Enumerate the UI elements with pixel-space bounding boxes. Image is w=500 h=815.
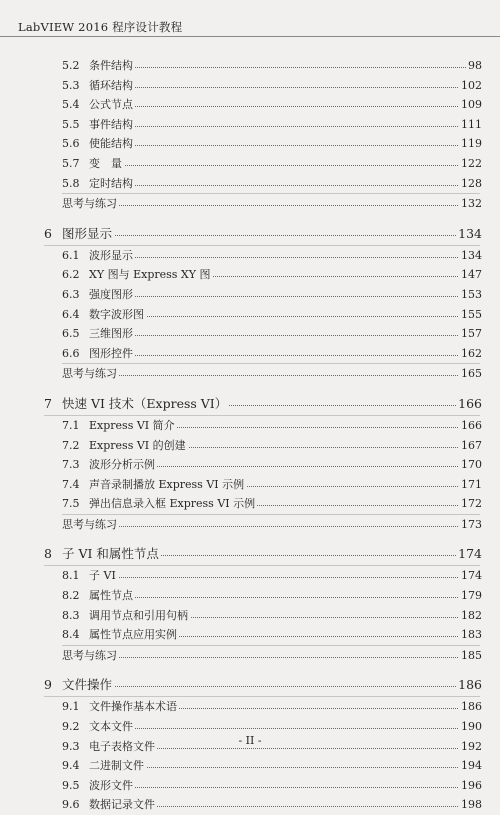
toc-page-number: 186	[456, 674, 482, 696]
toc-page-number: 198	[459, 795, 482, 815]
toc-chapter-row	[0, 674, 500, 696]
toc-page-number: 196	[459, 776, 482, 796]
toc-page-number: 157	[459, 324, 482, 344]
toc-section-row	[0, 305, 500, 325]
toc-number: 5.3	[62, 78, 80, 92]
toc-title: 调用节点和引用句柄	[89, 606, 190, 626]
leader-dots	[62, 375, 466, 376]
toc-title: XY 图与 Express XY 图	[89, 265, 213, 285]
toc-section-row	[0, 436, 500, 456]
toc-page-number: 109	[459, 95, 482, 115]
leader-dots	[62, 526, 466, 527]
toc-section-row	[0, 265, 500, 285]
toc-page-number: 185	[459, 646, 482, 666]
toc-section-row	[0, 134, 500, 154]
toc-page-number: 166	[456, 393, 482, 415]
toc-title: 定时结构	[89, 174, 135, 194]
toc-number: 7.1	[62, 418, 80, 432]
toc-title: 条件结构	[89, 56, 135, 76]
toc-page-number: 153	[459, 285, 482, 305]
toc-number: 9	[44, 677, 52, 693]
toc-chapter-row	[0, 223, 500, 245]
leader-dots	[89, 67, 466, 68]
toc-chapter-row	[0, 543, 500, 565]
toc-page-number: 134	[456, 223, 482, 245]
toc-section-row	[0, 285, 500, 305]
toc-exercise-row	[0, 515, 500, 535]
toc-section-row	[0, 566, 500, 586]
leader-dots	[89, 597, 466, 598]
toc-page-number: 174	[459, 566, 482, 586]
leader-dots	[89, 106, 466, 107]
leader-dots	[89, 577, 466, 578]
toc-page-number: 183	[459, 625, 482, 645]
toc-page-number: 162	[459, 344, 482, 364]
toc-title: 思考与练习	[62, 515, 119, 535]
toc-title: 弹出信息录入框 Express VI 示例	[89, 494, 257, 514]
toc-page-number: 98	[466, 56, 482, 76]
toc-title: Express VI 的创建	[89, 436, 188, 456]
leader-dots	[89, 185, 466, 186]
toc-section-row	[0, 246, 500, 266]
toc-page-number: 192	[459, 737, 482, 757]
toc-title: 图形显示	[62, 223, 114, 245]
leader-dots	[89, 335, 466, 336]
toc-title: 子 VI 和属性节点	[62, 543, 161, 565]
toc-title: 思考与练习	[62, 646, 119, 666]
leader-dots	[89, 165, 466, 166]
toc-page-number: 102	[459, 76, 482, 96]
toc-number: 8	[44, 546, 52, 562]
toc-number: 9.3	[62, 739, 80, 753]
toc-exercise-row	[0, 646, 500, 666]
toc-number: 6.5	[62, 327, 80, 341]
toc-page-number: 194	[459, 756, 482, 776]
toc-section-row	[0, 115, 500, 135]
toc-title: 使能结构	[89, 134, 135, 154]
toc-title: 文件操作基本术语	[89, 697, 179, 717]
toc-title: 文件操作	[62, 674, 114, 696]
toc-number: 6.2	[62, 268, 80, 282]
toc-page-number: 170	[459, 455, 482, 475]
toc-section-row	[0, 76, 500, 96]
toc-page-number: 182	[459, 606, 482, 626]
toc-page-number: 174	[456, 543, 482, 565]
toc-page-number: 179	[459, 586, 482, 606]
toc-number: 7.4	[62, 477, 80, 491]
toc-page-number: 155	[459, 305, 482, 325]
toc-number: 8.2	[62, 589, 80, 603]
toc-section-row	[0, 795, 500, 815]
toc-number: 9.6	[62, 798, 80, 812]
toc-page-number: 128	[459, 174, 482, 194]
toc-title: 声音录制播放 Express VI 示例	[89, 475, 246, 495]
toc-title: 图形控件	[89, 344, 135, 364]
toc-section-row	[0, 344, 500, 364]
toc-section-row	[0, 475, 500, 495]
toc-title: 波形分析示例	[89, 455, 157, 475]
toc-page-number: 111	[459, 115, 482, 135]
running-header: LabVIEW 2016 程序设计教程	[18, 20, 183, 34]
toc-page-number: 186	[459, 697, 482, 717]
toc-section-row	[0, 95, 500, 115]
toc-number: 6.6	[62, 346, 80, 360]
toc-exercise-row	[0, 364, 500, 384]
toc-number: 8.3	[62, 608, 80, 622]
leader-dots	[89, 296, 466, 297]
toc-number: 9.1	[62, 700, 80, 714]
toc-title: 思考与练习	[62, 364, 119, 384]
toc-number: 7.5	[62, 497, 80, 511]
toc-title: 波形文件	[89, 776, 135, 796]
toc-number: 5.6	[62, 137, 80, 151]
toc-title: 循环结构	[89, 76, 135, 96]
header-rule	[0, 36, 500, 37]
toc-number: 8.4	[62, 628, 80, 642]
toc-number: 5.4	[62, 98, 80, 112]
toc-page-number: 119	[459, 134, 482, 154]
toc-number: 7.3	[62, 458, 80, 472]
toc-section-row	[0, 756, 500, 776]
toc-page-number: 171	[459, 475, 482, 495]
toc-number: 6.4	[62, 307, 80, 321]
toc-number: 6.1	[62, 248, 80, 262]
toc-title: 属性节点	[89, 586, 135, 606]
toc-title: 数据记录文件	[89, 795, 157, 815]
toc-title: 波形显示	[89, 246, 135, 266]
toc-page-number: 147	[459, 265, 482, 285]
toc-section-row	[0, 697, 500, 717]
toc-section-row	[0, 455, 500, 475]
toc-title: 文本文件	[89, 717, 135, 737]
toc-page-number: 134	[459, 246, 482, 266]
toc-section-row	[0, 625, 500, 645]
leader-dots	[89, 787, 466, 788]
toc-title: 数字波形图	[89, 305, 146, 325]
toc-page-number: 122	[459, 154, 482, 174]
toc-title: 公式节点	[89, 95, 135, 115]
toc-section-row	[0, 494, 500, 514]
leader-dots	[62, 686, 466, 687]
toc-number: 7.2	[62, 438, 80, 452]
leader-dots	[62, 235, 466, 236]
toc-section-row	[0, 606, 500, 626]
toc-section-row	[0, 56, 500, 76]
leader-dots	[62, 205, 466, 206]
toc-title: 强度图形	[89, 285, 135, 305]
toc-page-number: 172	[459, 494, 482, 514]
toc-section-row	[0, 174, 500, 194]
toc-title: 电子表格文件	[89, 737, 157, 757]
toc-section-row	[0, 154, 500, 174]
toc-chapter-row	[0, 393, 500, 415]
leader-dots	[89, 126, 466, 127]
toc-number: 7	[44, 395, 52, 411]
toc-title: 二进制文件	[89, 756, 146, 776]
toc-title: 变 量	[89, 154, 124, 174]
toc-number: 6	[44, 225, 52, 241]
page-number: - II -	[238, 734, 262, 747]
toc-page-number: 165	[459, 364, 482, 384]
toc-number: 5.8	[62, 176, 80, 190]
leader-dots	[89, 145, 466, 146]
table-of-contents	[0, 56, 500, 815]
toc-number: 9.5	[62, 778, 80, 792]
toc-title: 思考与练习	[62, 194, 119, 214]
toc-title: 三维图形	[89, 324, 135, 344]
toc-page-number: 166	[459, 416, 482, 436]
leader-dots	[89, 87, 466, 88]
toc-number: 5.2	[62, 59, 80, 72]
toc-number: 9.4	[62, 759, 80, 773]
toc-number: 5.7	[62, 156, 80, 170]
toc-title: 属性节点应用实例	[89, 625, 179, 645]
toc-page-number: 190	[459, 717, 482, 737]
leader-dots	[62, 657, 466, 658]
toc-page-number: 167	[459, 436, 482, 456]
toc-number: 8.1	[62, 569, 80, 583]
leader-dots	[89, 257, 466, 258]
toc-section-row	[0, 586, 500, 606]
toc-title: 事件结构	[89, 115, 135, 135]
toc-number: 5.5	[62, 117, 80, 131]
toc-section-row	[0, 324, 500, 344]
leader-dots	[89, 728, 466, 729]
toc-title: 子 VI	[89, 566, 118, 586]
toc-section-row	[0, 416, 500, 436]
toc-number: 9.2	[62, 720, 80, 734]
toc-exercise-row	[0, 194, 500, 214]
toc-page-number: 173	[459, 515, 482, 535]
toc-number: 6.3	[62, 287, 80, 301]
toc-title: Express VI 简介	[89, 416, 177, 436]
toc-page-number: 132	[459, 194, 482, 214]
leader-dots	[89, 355, 466, 356]
toc-section-row	[0, 776, 500, 796]
toc-title: 快速 VI 技术（Express VI）	[62, 393, 229, 415]
